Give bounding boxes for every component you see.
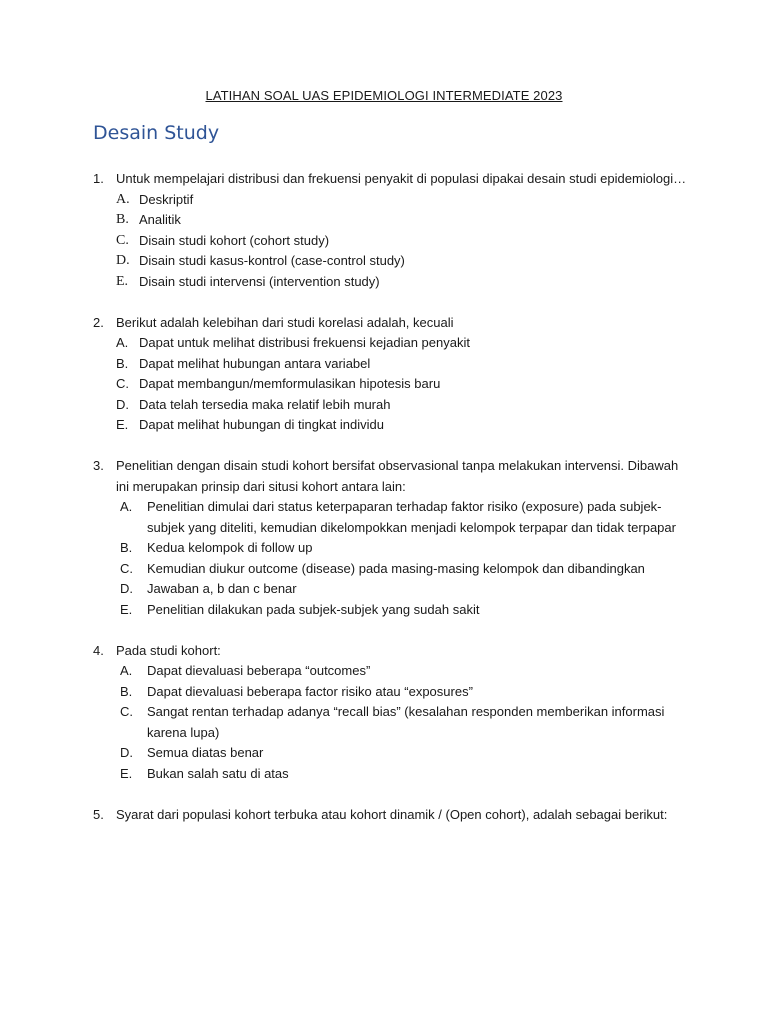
- option-letter: D.: [116, 253, 130, 268]
- option-letter: B.: [116, 355, 129, 371]
- option-letter: E.: [120, 601, 133, 617]
- option-b: [93, 210, 693, 231]
- question-number: 3.: [93, 458, 104, 473]
- option-c: [93, 702, 693, 743]
- option-e: [93, 600, 693, 621]
- question-number: 2.: [93, 314, 104, 330]
- option-text: Kedua kelompok di follow up: [147, 540, 313, 555]
- option-letter: E.: [116, 273, 129, 289]
- question-number: 1.: [93, 171, 104, 186]
- option-c: [93, 559, 693, 580]
- option-text: Dapat dievaluasi beberapa factor risiko atau “exposures”: [147, 683, 473, 699]
- question-number: 4.: [93, 642, 104, 658]
- question-5: [93, 805, 693, 826]
- option-b: [93, 682, 693, 703]
- question-3-stem: [93, 456, 693, 497]
- option-text: Kemudian diukur outcome (disease) pada masing-masing kelompok dan dibandingkan: [147, 560, 645, 576]
- option-letter: E.: [120, 765, 133, 781]
- question-number: 5.: [93, 806, 104, 822]
- option-text: Penelitian dilakukan pada subjek-subjek yang sudah sakit: [147, 601, 480, 617]
- option-a: [93, 661, 693, 682]
- option-a: [93, 497, 693, 538]
- option-text: Jawaban a, b dan c benar: [147, 581, 297, 596]
- option-text: Dapat melihat hubungan di tingkat individu: [139, 417, 385, 432]
- option-list: [93, 497, 693, 620]
- option-letter: A.: [116, 335, 129, 350]
- section-heading: Desain Study: [93, 122, 220, 144]
- option-letter: B.: [120, 683, 133, 699]
- question-1: [93, 169, 693, 292]
- option-letter: D.: [120, 581, 133, 596]
- option-text: Bukan salah satu di atas: [147, 765, 289, 781]
- option-c: [93, 374, 693, 395]
- option-text: Sangat rentan terhadap adanya “recall bias” (kesalahan responden memberikan informasi karena lupa): [147, 704, 665, 740]
- question-text: Berikut adalah kelebihan dari studi korelasi adalah, kecuali: [116, 314, 454, 330]
- question-text: Syarat dari populasi kohort terbuka atau kohort dinamik / (Open cohort), adalah sebagai berikut:: [116, 806, 668, 822]
- question-2: [93, 313, 693, 436]
- question-1-stem: [93, 169, 693, 190]
- option-text: Dapat untuk melihat distribusi frekuensi kejadian penyakit: [139, 335, 470, 350]
- option-c: [93, 231, 693, 252]
- option-text: Disain studi intervensi (intervention study): [139, 273, 380, 289]
- question-4-stem: [93, 641, 693, 662]
- option-text: Disain studi kasus-kontrol (case-control study): [139, 253, 405, 268]
- option-letter: C.: [116, 376, 129, 391]
- option-e: [93, 415, 693, 436]
- option-letter: B.: [120, 540, 133, 555]
- option-letter: C.: [120, 704, 133, 719]
- option-letter: B.: [116, 212, 129, 227]
- option-b: [93, 538, 693, 559]
- option-text: Dapat membangun/memformulasikan hipotesis baru: [139, 376, 441, 391]
- option-e: [93, 272, 693, 293]
- option-text: Dapat melihat hubungan antara variabel: [139, 355, 371, 371]
- question-text: Penelitian dengan disain studi kohort bersifat observasional tanpa melakukan intervensi. Dibawah ini merupakan prinsip dari situsi kohort antara lain:: [116, 458, 679, 494]
- option-letter: A.: [120, 663, 133, 678]
- option-letter: E.: [116, 417, 129, 432]
- option-list: [93, 661, 693, 784]
- option-d: [93, 395, 693, 416]
- question-3: [93, 456, 693, 620]
- option-letter: C.: [116, 232, 129, 248]
- option-text: Semua diatas benar: [147, 745, 264, 760]
- option-letter: D.: [120, 745, 133, 760]
- question-text: Pada studi kohort:: [116, 642, 221, 658]
- option-d: [93, 743, 693, 764]
- option-d: [93, 251, 693, 272]
- option-text: Penelitian dimulai dari status keterpaparan terhadap faktor risiko (exposure) pada subjek-subjek yang diteliti, kemudian dikelompokkan menjadi kelompok terpapar dan tidak terpapar: [147, 499, 676, 535]
- option-list: [93, 190, 693, 293]
- question-5-stem: [93, 805, 693, 826]
- option-text: Dapat dievaluasi beberapa “outcomes”: [147, 663, 371, 678]
- question-list: [93, 169, 693, 846]
- option-a: [93, 190, 693, 211]
- option-letter: C.: [120, 560, 133, 576]
- option-a: [93, 333, 693, 354]
- option-letter: A.: [120, 499, 133, 514]
- option-list: [93, 333, 693, 436]
- option-text: Disain studi kohort (cohort study): [139, 232, 330, 248]
- option-text: Deskriptif: [139, 191, 194, 207]
- option-letter: D.: [116, 396, 129, 412]
- question-2-stem: [93, 313, 693, 334]
- option-b: [93, 354, 693, 375]
- question-text: Untuk mempelajari distribusi dan frekuensi penyakit di populasi dipakai desain studi epidemiologi…: [116, 171, 687, 186]
- option-e: [93, 764, 693, 785]
- option-d: [93, 579, 693, 600]
- option-text: Analitik: [139, 212, 181, 227]
- document-title: LATIHAN SOAL UAS EPIDEMIOLOGI INTERMEDIATE 2023: [205, 88, 563, 103]
- option-letter: A.: [116, 191, 130, 207]
- option-text: Data telah tersedia maka relatif lebih murah: [139, 396, 391, 412]
- question-4: [93, 641, 693, 785]
